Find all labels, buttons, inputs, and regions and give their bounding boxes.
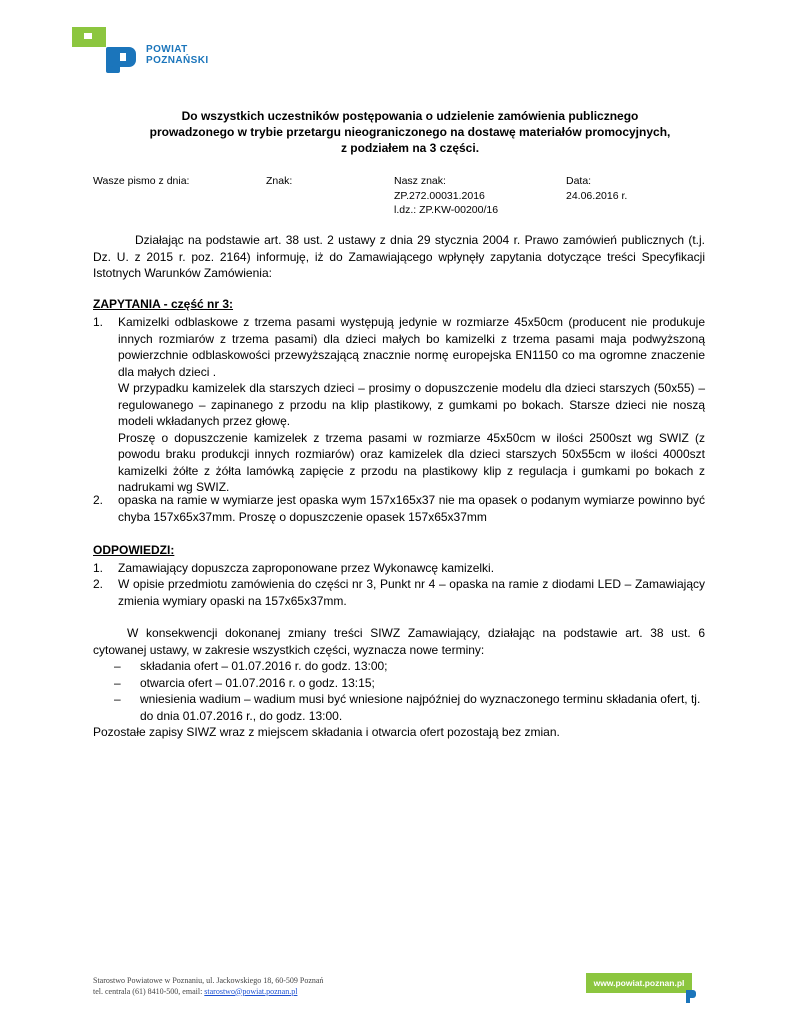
question-item-1 bbox=[93, 314, 705, 496]
website-badge[interactable]: www.powiat.poznan.pl bbox=[586, 973, 692, 993]
footer-line2 bbox=[93, 987, 323, 998]
answer-1-number: 1. bbox=[93, 561, 104, 575]
sign-col bbox=[266, 174, 292, 189]
website-p-icon bbox=[686, 990, 698, 1004]
deadlines-list bbox=[93, 658, 705, 724]
logo-text bbox=[146, 44, 209, 66]
questions-heading: ZAPYTANIA - część nr 3: bbox=[93, 297, 234, 311]
logo-line1: POWIAT bbox=[146, 44, 188, 55]
answers-heading: ODPOWIEDZI: bbox=[93, 543, 175, 557]
title-line1: Do wszystkich uczestników postępowania o udzielenie zamówienia publicznego bbox=[181, 109, 639, 123]
date-label: Data: bbox=[566, 175, 592, 187]
answer-item-1 bbox=[93, 560, 705, 577]
sign-label: Znak: bbox=[266, 175, 293, 187]
our-sign-value2: l.dz.: ZP.KW-00200/16 bbox=[394, 204, 499, 216]
closing-paragraph: Pozostałe zapisy SIWZ wraz z miejscem składania i otwarcia ofert pozostają bez zmian. bbox=[93, 725, 560, 739]
our-sign-col bbox=[394, 174, 498, 218]
deadline-item bbox=[93, 691, 705, 724]
intro-paragraph: Działając na podstawie art. 38 ust. 2 ustawy z dnia 29 stycznia 2004 r. Prawo zamówień publicznych (t.j. Dz. U. z 2015 r. poz. 2164) informuję, iż do Zamawiającego wpłynęły zapytania dotyczące treści Specyfikacji Istotnych Warunków Zamówienia: bbox=[93, 233, 705, 280]
dash-marker: – bbox=[114, 675, 121, 690]
consequence-paragraph: W konsekwencji dokonanej zmiany treści SIWZ Zamawiający, działając na podstawie art. 38 ust. 6 cytowanej ustawy, w zakresie wszystkich części, wyznacza nowe terminy: bbox=[93, 626, 705, 657]
footer-email-link[interactable]: starostwo@powiat.poznan.pl bbox=[204, 986, 298, 996]
logo-white-square bbox=[84, 33, 92, 39]
answer-2-text: W opisie przedmiotu zamówienia do części nr 3, Punkt nr 4 – opaska na ramie z diodami LED – Zamawiający zmienia wymiary opaski na 157x65x37mm. bbox=[118, 577, 705, 608]
logo-line2: POZNAŃSKI bbox=[146, 55, 209, 66]
our-sign-value1: ZP.272.00031.2016 bbox=[394, 189, 485, 202]
answer-item-2 bbox=[93, 576, 705, 609]
deadline-item bbox=[93, 658, 705, 675]
deadline-text: otwarcia ofert – 01.07.2016 r. o godz. 13:15; bbox=[140, 675, 375, 690]
your-letter-col bbox=[93, 174, 189, 189]
footer-address bbox=[93, 976, 323, 997]
footer-phone: tel. centrala (61) 8410-500, email: bbox=[93, 986, 205, 996]
question-1-p1: Kamizelki odblaskowe z trzema pasami występują jedynie w rozmiarze 45x50cm (producent nie produkuje innych rozmiarów z trzema pasami) dla dzieci małych bo kamizelki z trzema pasami maja podwyższoną powierzchnie odblaskowości przewyższającą znacznie normę europejska EN1150 co ma ogromne znaczenie dla małych dzieci . bbox=[118, 315, 705, 379]
answer-2-number: 2. bbox=[93, 577, 104, 591]
footer-line1: Starostwo Powiatowe w Poznaniu, ul. Jackowskiego 18, 60-509 Poznań bbox=[93, 976, 324, 985]
dash-marker: – bbox=[114, 659, 121, 673]
title-line2: prowadzonego w trybie przetargu nieograniczonego na dostawę materiałów promocyjnych, bbox=[149, 125, 671, 139]
your-letter-label: Wasze pismo z dnia: bbox=[93, 175, 190, 187]
logo-blue-hole bbox=[120, 53, 126, 61]
date-value: 24.06.2016 r. bbox=[566, 189, 628, 202]
question-1-body bbox=[118, 314, 705, 496]
dash-marker: – bbox=[114, 692, 121, 706]
question-1-p2: W przypadku kamizelek dla starszych dzieci – prosimy o dopuszczenie modelu dla dzieci starszych (50x55) – regulowanego – zapinanego z przodu na klip plastikowy, z gumkami po bokach. Starsze dzieci nie noszą modeli wkładanych przez głowę. bbox=[118, 381, 705, 428]
answer-1-text: Zamawiający dopuszcza zaproponowane przez Wykonawcę kamizelki. bbox=[118, 561, 495, 575]
deadline-text: wniesienia wadium – wadium musi być wniesione najpóźniej do wyznaczonego terminu składania ofert, tj. do dnia 01.07.2016 r., do godz. 13:00. bbox=[140, 692, 701, 723]
question-2-number: 2. bbox=[93, 493, 104, 507]
question-1-number: 1. bbox=[93, 315, 104, 329]
our-sign-label: Nasz znak: bbox=[394, 175, 446, 187]
document-title bbox=[90, 108, 730, 156]
question-2-body: opaska na ramie w wymiarze jest opaska wym 157x165x37 nie ma opasek o podanym wymiarze powinno być chyba 157x65x37mm. Proszę o dopuszczenie opasek 157x65x37mm bbox=[118, 493, 705, 524]
date-col bbox=[566, 174, 627, 203]
question-1-p3: Proszę o dopuszczenie kamizelek z trzema pasami w rozmiarze 45x50cm w ilości 2500szt wg SWIZ (z powodu braku produkcji innych rozmiarów) oraz kamizelek dla dzieci starszych 50x55cm w ilości 4000szt kamizelki żółte z żółta lamówką zapięcie z przodu na plastikowy klip z regulacja i gumkami po bokach z nadrukami wg SWIZ. bbox=[118, 430, 705, 494]
deadline-item bbox=[93, 675, 705, 692]
question-item-2 bbox=[93, 492, 705, 525]
deadline-text: składania ofert – 01.07.2016 r. do godz. 13:00; bbox=[140, 659, 388, 673]
title-line3: z podziałem na 3 części. bbox=[340, 141, 480, 155]
